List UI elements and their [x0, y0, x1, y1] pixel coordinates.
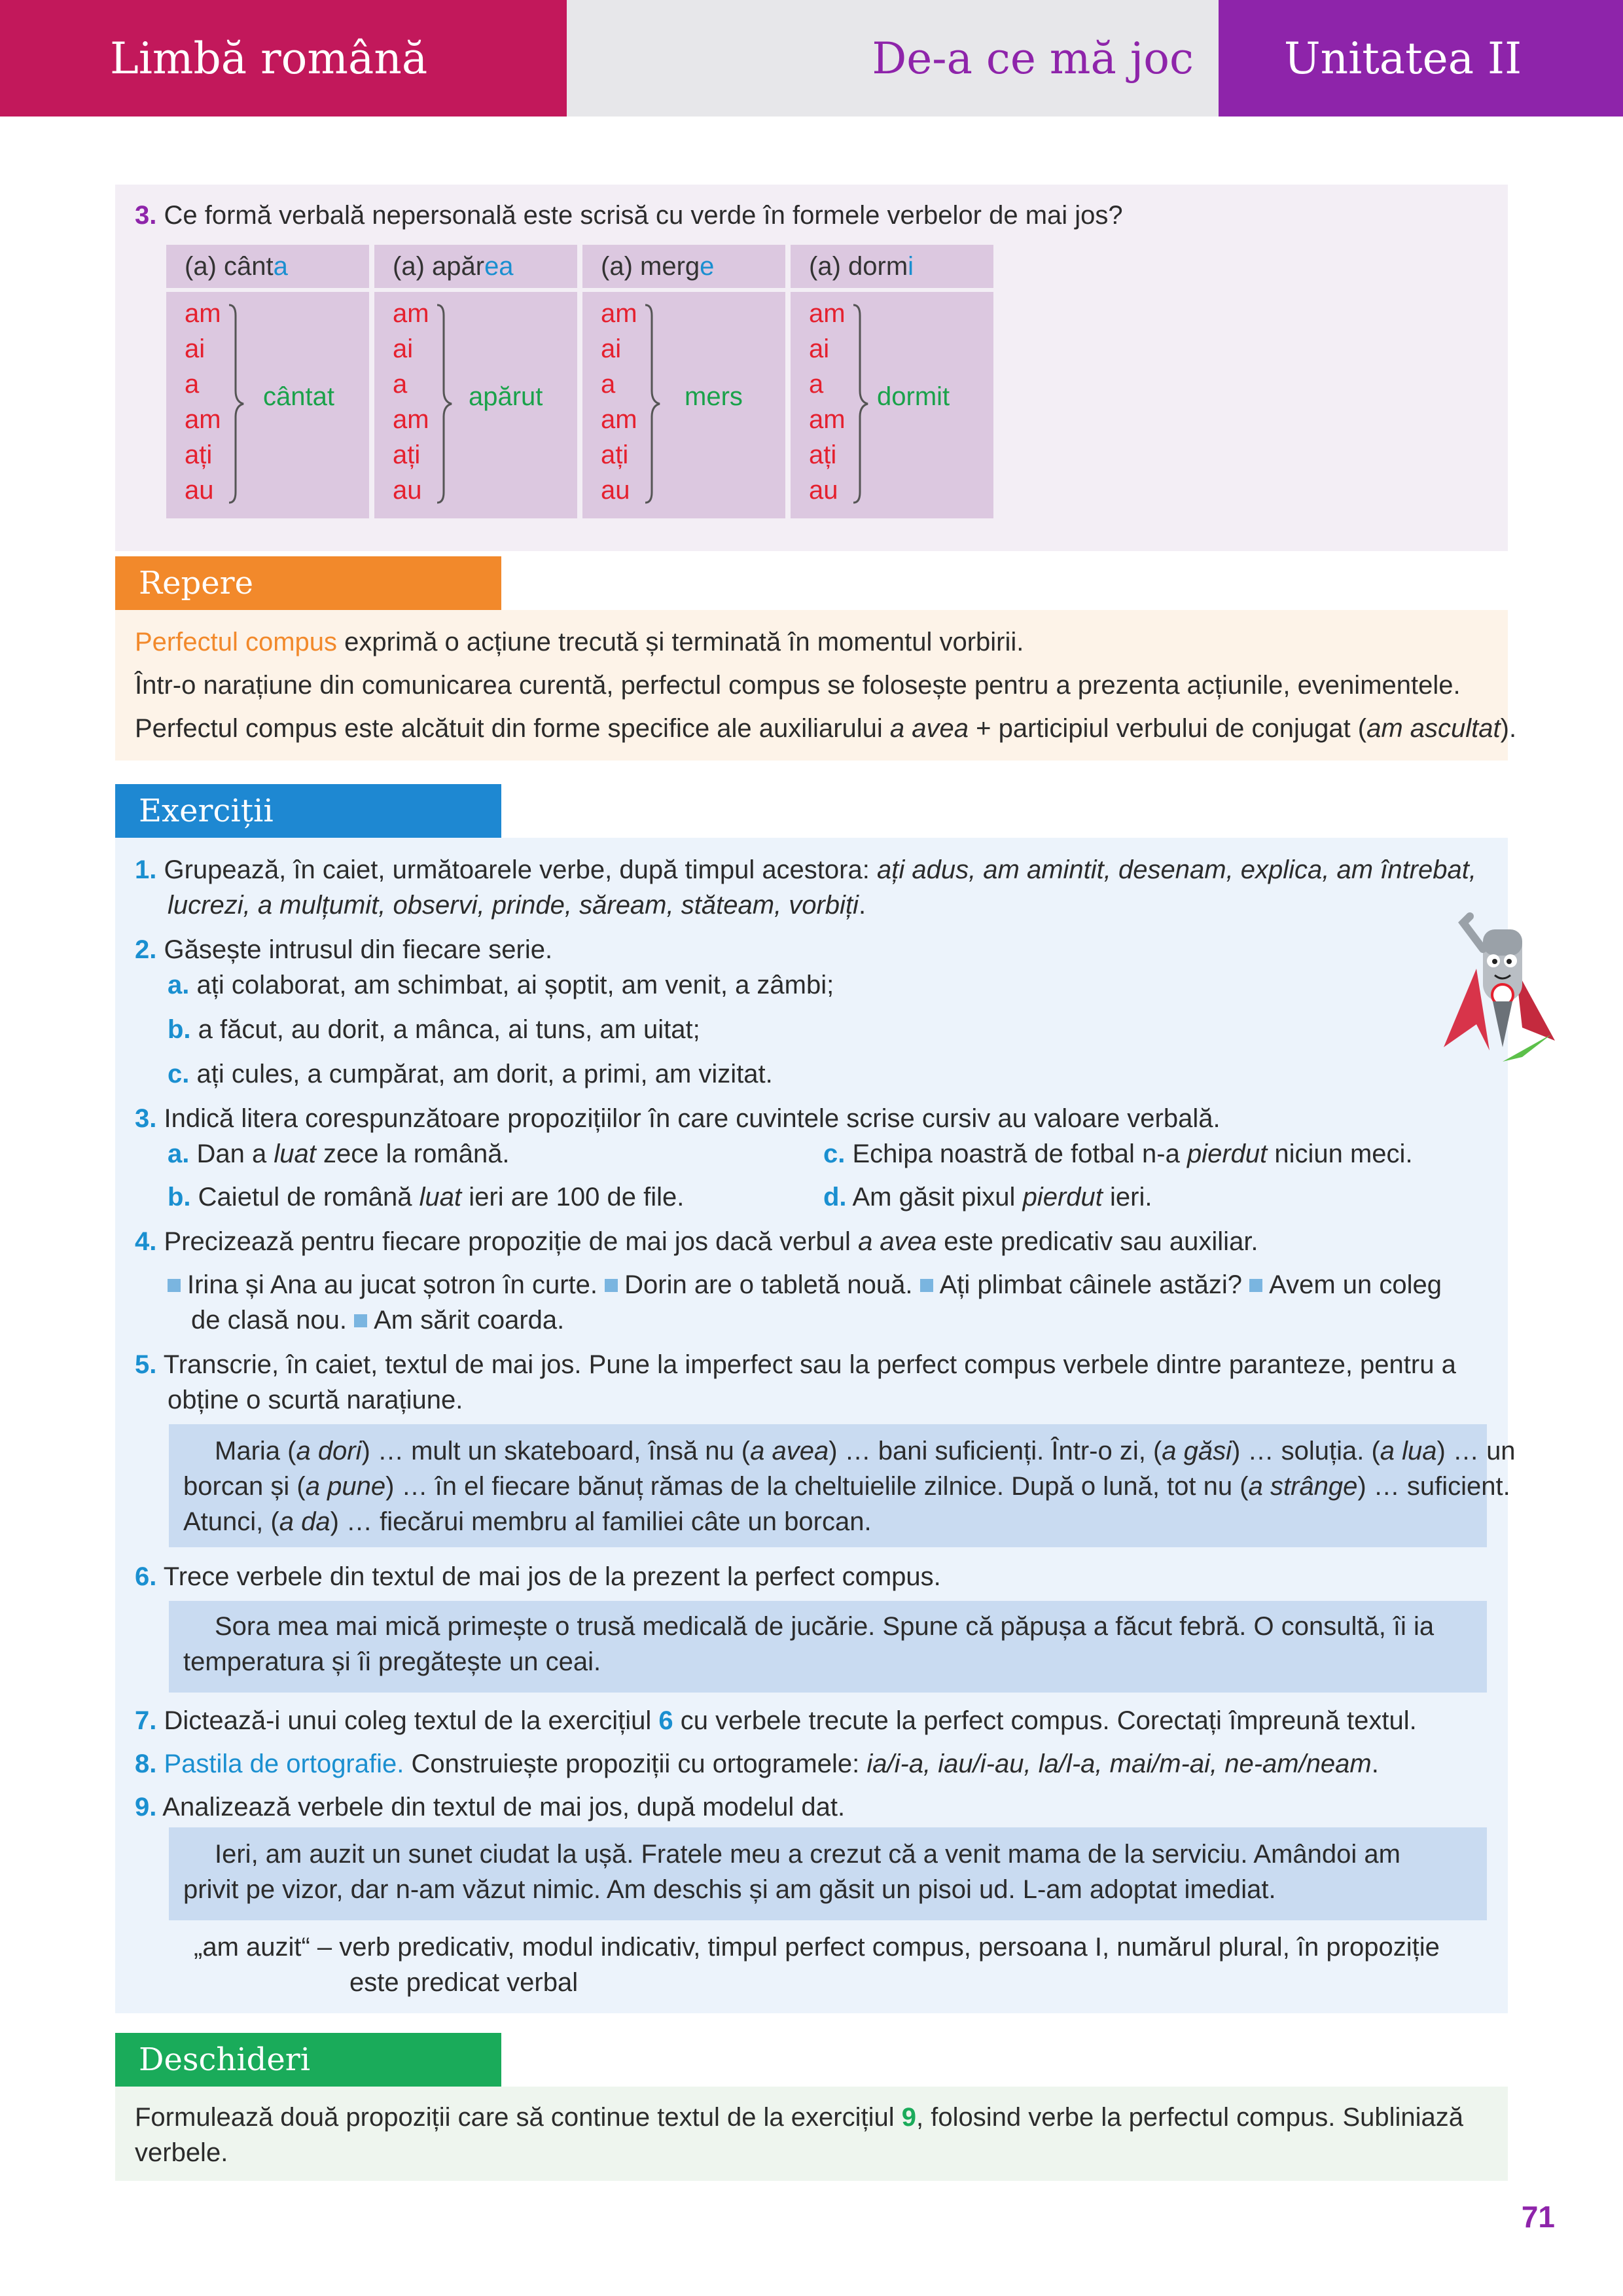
brace-icon — [435, 302, 454, 505]
deschideri-header: Deschideri — [115, 2033, 501, 2087]
verb-column-head: (a) cânta — [166, 245, 369, 288]
unit-title: Unitatea II — [1219, 0, 1623, 117]
page-number: 71 — [1521, 2200, 1555, 2234]
deschideri-text: Formulează două propoziții care să continue textul de la exercițiul 9, folosind verbe la perfectul compus. Subliniază — [135, 2103, 1464, 2132]
pronoun-list: am ai a am ați au — [809, 299, 846, 505]
exercise-1-cont: lucrezi, a mulțumit, observi, prinde, săream, stăteam, vorbiți. — [168, 891, 866, 920]
exercise-1: 1. Grupează, în caiet, următoarele verbe, după timpul acestora: ați adus, am amintit, desenam, explica, am întrebat, — [135, 855, 1476, 884]
repere-line: Perfectul compus este alcătuit din forme specifice ale auxiliarului a avea + participiul verbului de conjugat (am ascultat). — [135, 714, 1517, 743]
participle: dormit — [877, 382, 950, 411]
exercise-5: 5. Transcrie, în caiet, textul de mai jos. Pune la imperfect sau la perfect compus verbele dintre paranteze, pentru a — [135, 1350, 1456, 1379]
exercise-4: 4. Precizează pentru fiecare propoziție de mai jos dacă verbul a avea este predicativ sau auxiliar. — [135, 1227, 1258, 1256]
pronoun-list: am ai a am ați au — [601, 299, 637, 505]
exercise-2-a: a. ați colaborat, am schimbat, ai șoptit, am venit, a zâmbi; — [168, 971, 834, 999]
repere-line: Într-o narațiune din comunicarea curentă, perfectul compus se folosește pentru a prezenta acțiunile, evenimentele. — [135, 671, 1461, 700]
exercise-5-text: Atunci, (a da) … fiecărui membru al familiei câte un borcan. — [183, 1507, 872, 1536]
participle: apărut — [469, 382, 543, 411]
participle: mers — [685, 382, 743, 411]
exercise-2: 2. Găsește intrusul din fiecare serie. — [135, 935, 553, 964]
brace-icon — [851, 302, 870, 505]
exercise-3-b: b. Caietul de română luat ieri are 100 de file. — [168, 1183, 685, 1211]
exercise-9: 9. Analizează verbele din textul de mai jos, după modelul dat. — [135, 1793, 846, 1821]
verb-column-head: (a) merge — [582, 245, 785, 288]
exercise-5-text: Maria (a dori) … mult un skateboard, însă nu (a avea) … bani suficienți. Într-o zi, (a găsi) … soluția. (a lua) … un — [215, 1437, 1516, 1465]
repere-header: Repere — [115, 556, 501, 610]
verb-column-head: (a) apărea — [374, 245, 577, 288]
exercise-5-text: borcan și (a pune) … în el fiecare bănuț rămas de la cheltuielile zilnice. După o lună, tot nu (a strânge) … suficient. — [183, 1472, 1510, 1501]
exercise-2-c: c. ați cules, a cumpărat, am dorit, a primi, am vizitat. — [168, 1060, 773, 1088]
exercise-3-a: a. Dan a luat zece la română. — [168, 1139, 510, 1168]
brace-icon — [643, 302, 662, 505]
pen-mascot-icon — [1437, 910, 1561, 1080]
exercise-6: 6. Trece verbele din textul de mai jos de la prezent la perfect compus. — [135, 1562, 941, 1591]
brace-icon — [226, 302, 246, 505]
exercise-9-text: Ieri, am auzit un sunet ciudat la ușă. Fratele meu a crezut că a venit mama de la serviciu. Amândoi am — [215, 1840, 1400, 1869]
exercise-9-text: privit pe vizor, dar n-am văzut nimic. Am deschis și am găsit un pisoi ud. L-am adoptat imediat. — [183, 1875, 1276, 1904]
verb-column-head: (a) dormi — [791, 245, 993, 288]
exercise-2-b: b. a făcut, au dorit, a mânca, ai tuns, am uitat; — [168, 1015, 700, 1044]
exercise-9-model: „am auzit“ – verb predicativ, modul indicativ, timpul perfect compus, persoana I, numărul plural, în propoziție — [194, 1933, 1440, 1962]
exercise-3-d: d. Am găsit pixul pierdut ieri. — [823, 1183, 1152, 1211]
subject-title: Limbă română — [0, 0, 567, 117]
exercise-3: 3. Indică litera corespunzătoare propozițiilor în care cuvintele scrise cursiv au valoare verbală. — [135, 1104, 1221, 1133]
exercise-6-text: Sora mea mai mică primește o trusă medicală de jucărie. Spune că păpușa a făcut febră. O consultă, îi ia — [215, 1612, 1435, 1641]
exercise-6-text: temperatura și îi pregătește un ceai. — [183, 1647, 601, 1676]
participle: cântat — [263, 382, 334, 411]
exercise-5-cont: obține o scurtă narațiune. — [168, 1386, 463, 1414]
verb-forms-question: 3. Ce formă verbală nepersonală este scrisă cu verde în formele verbelor de mai jos? — [135, 201, 1123, 230]
exercitii-header: Exerciții — [115, 784, 501, 838]
exercise-9-model-cont: este predicat verbal — [349, 1968, 579, 1997]
lesson-title: De-a ce mă joc — [567, 0, 1219, 117]
exercise-4-sentences-cont: de clasă nou. Am sărit coarda. — [191, 1306, 565, 1335]
deschideri-text-cont: verbele. — [135, 2138, 228, 2167]
exercise-7: 7. Dictează-i unui coleg textul de la exercițiul 6 cu verbele trecute la perfect compus. Corectați împreună textul. — [135, 1706, 1417, 1735]
pronoun-list: am ai a am ați au — [393, 299, 429, 505]
exercise-8: 8. Pastila de ortografie. Construiește propoziții cu ortogramele: ia/i-a, iau/i-au, la/l-a, mai/m-ai, ne-am/neam. — [135, 1749, 1379, 1778]
exercise-3-c: c. Echipa noastră de fotbal n-a pierdut niciun meci. — [823, 1139, 1413, 1168]
repere-line: Perfectul compus exprimă o acțiune trecută și terminată în momentul vorbirii. — [135, 628, 1024, 656]
exercise-4-sentences: Irina și Ana au jucat șotron în curte. Dorin are o tabletă nouă. Ați plimbat câinele astăzi? Avem un coleg — [168, 1267, 1442, 1302]
pronoun-list: am ai a am ați au — [185, 299, 221, 505]
